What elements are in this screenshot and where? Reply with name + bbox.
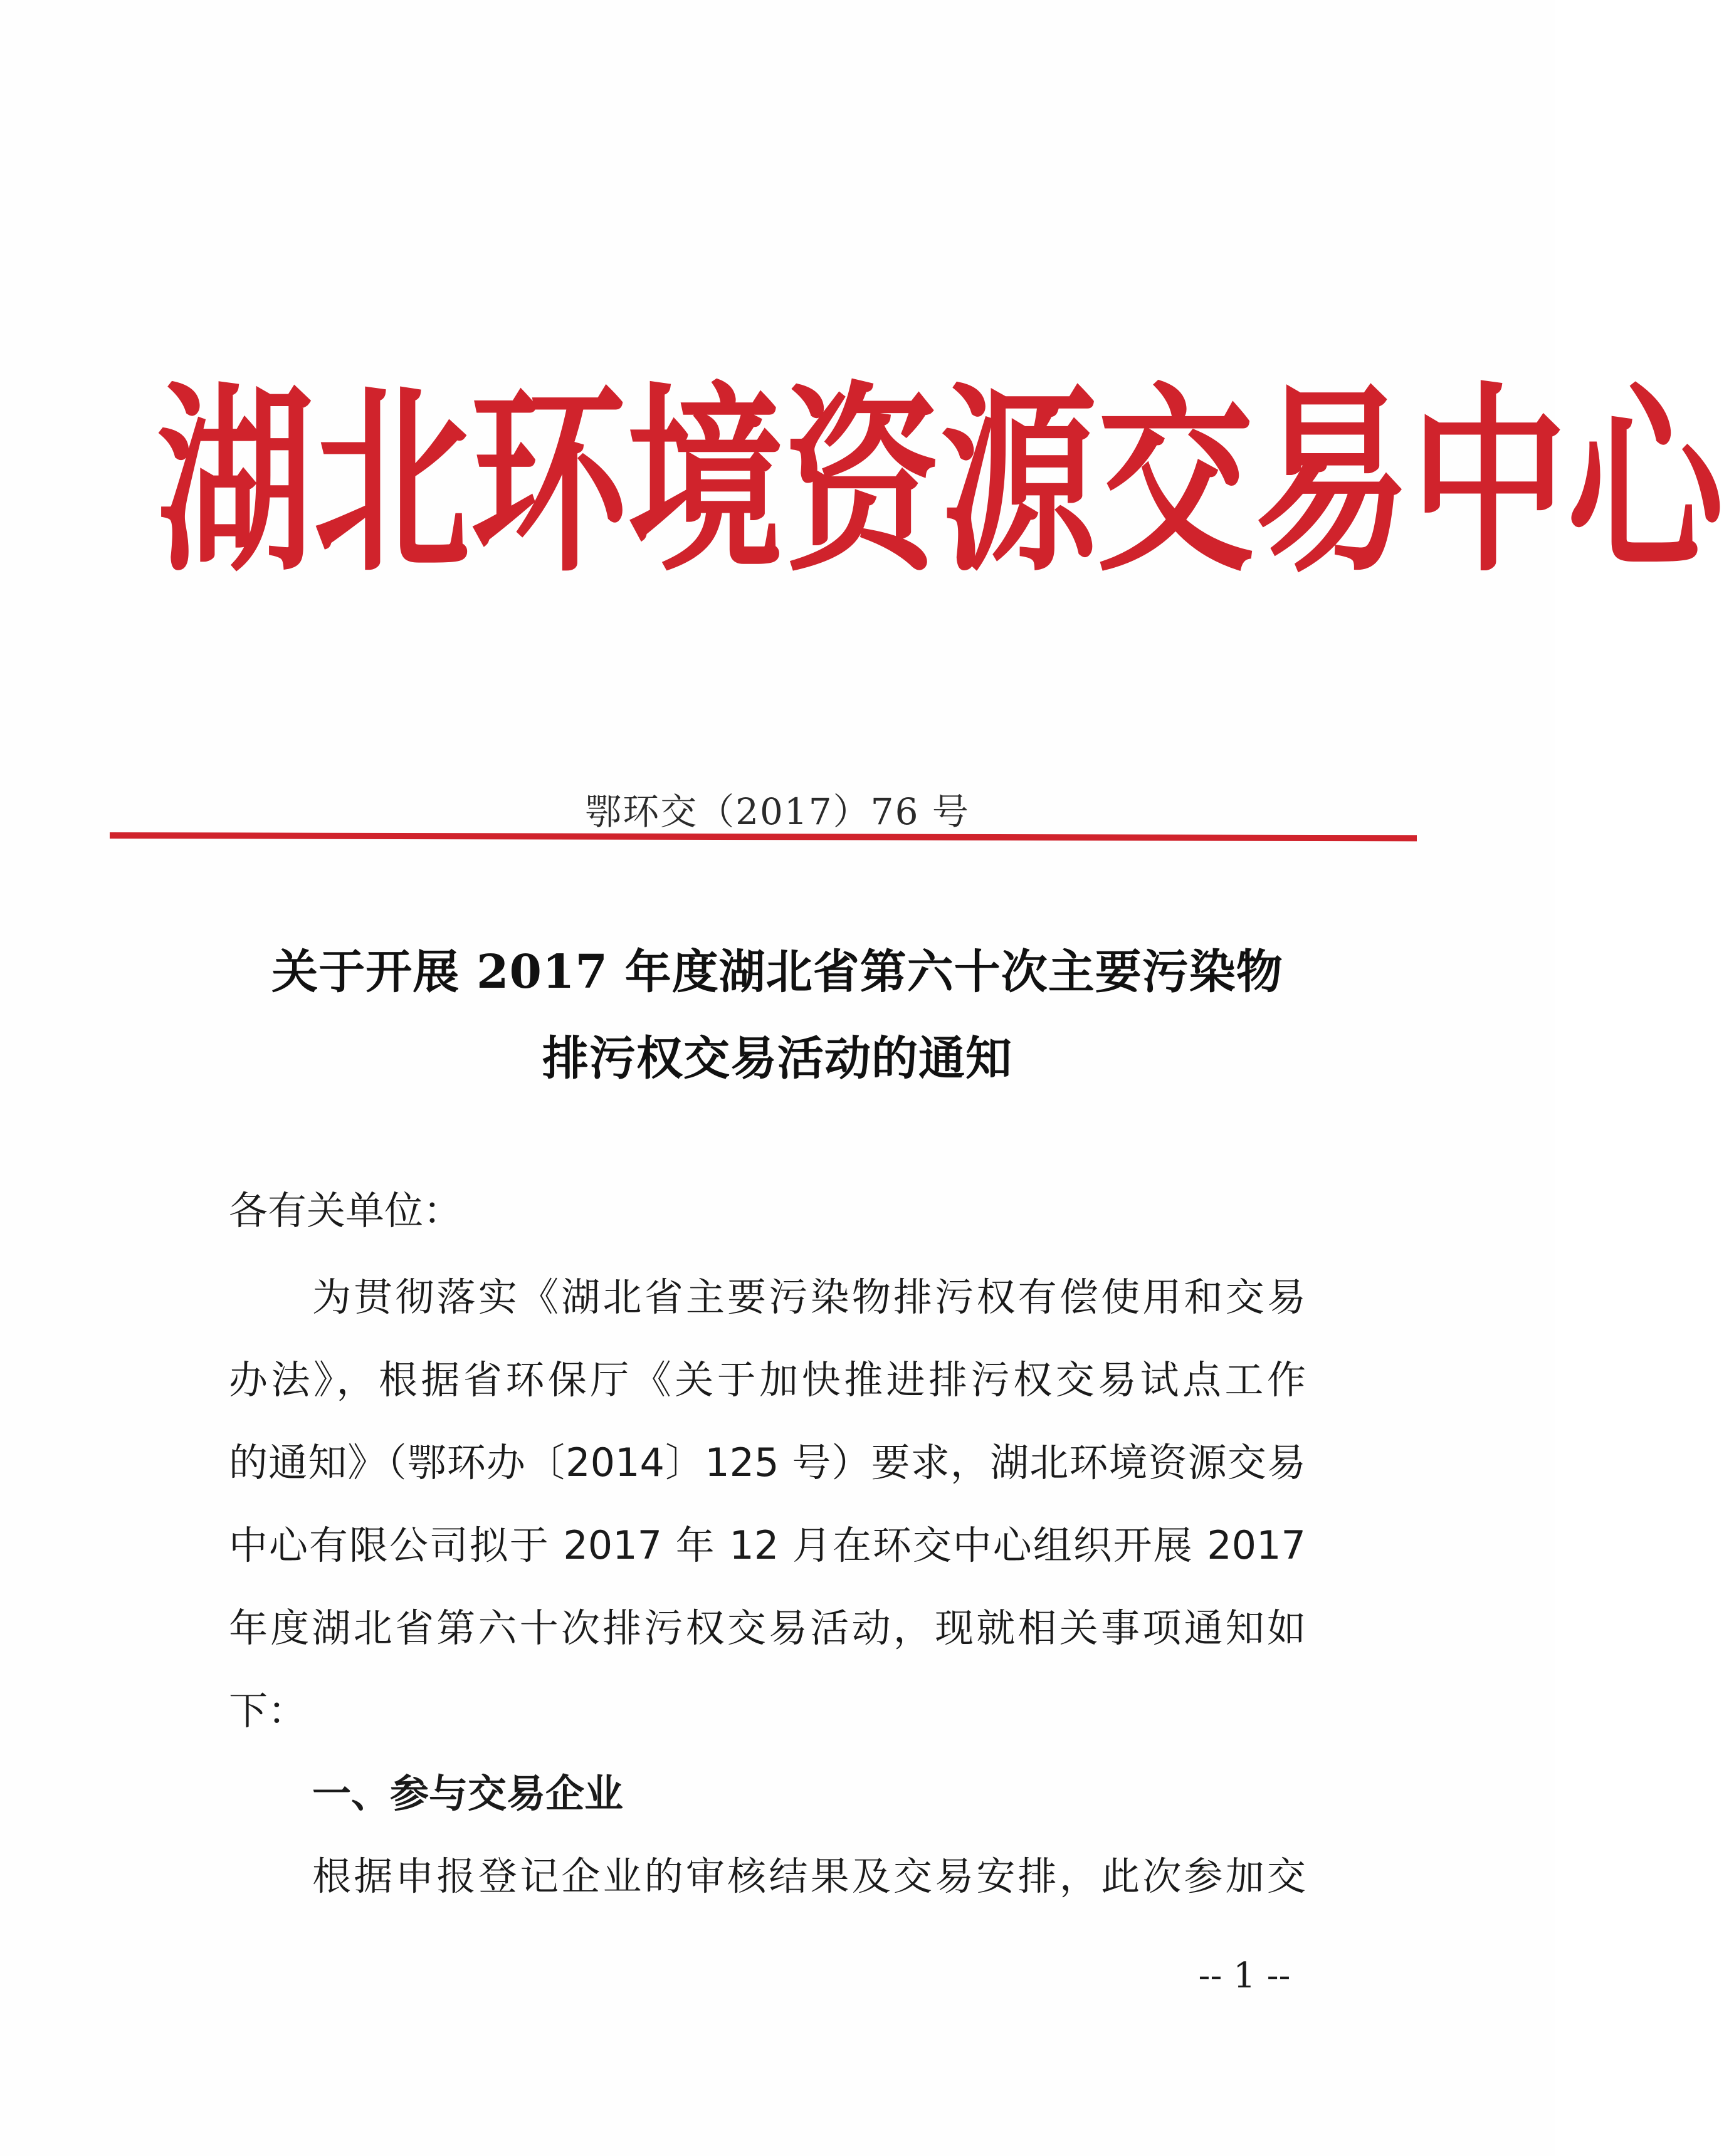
paragraph-line: 办法》，根据省环保厅《关于加快推进排污权交易试点工作: [229, 1357, 1306, 1403]
document-number: 鄂环交（2017）76 号: [585, 790, 970, 833]
masthead-char: 交: [1097, 365, 1254, 599]
paragraph-line: 根据申报登记企业的审核结果及交易安排，此次参加交: [312, 1853, 1306, 1899]
masthead-char: 易: [1254, 365, 1411, 599]
notice-title-line-2: 排污权交易活动的通知: [542, 1032, 1012, 1086]
masthead-char: 湖: [157, 365, 313, 599]
notice-title-line-1: 关于开展 2017 年度湖北省第六十次主要污染物: [271, 945, 1283, 999]
masthead-char: 心: [1567, 365, 1724, 599]
masthead-char: 北: [313, 365, 470, 599]
paragraph-line: 年度湖北省第六十次排污权交易活动，现就相关事项通知如: [229, 1605, 1306, 1651]
masthead-char: 源: [940, 365, 1097, 599]
masthead-char: 资: [784, 365, 940, 599]
salutation: 各有关单位：: [229, 1188, 463, 1233]
masthead-char: 中: [1411, 365, 1567, 599]
paragraph-line: 的通知》（鄂环办〔2014〕125 号）要求，湖北环境资源交易: [229, 1440, 1306, 1485]
paragraph-line: 下：: [229, 1688, 307, 1734]
section-heading: 一、参与交易企业: [312, 1771, 624, 1816]
masthead-char: 环: [470, 365, 627, 599]
paragraph-line: 为贯彻落实《湖北省主要污染物排污权有偿使用和交易: [312, 1274, 1306, 1320]
masthead: [157, 365, 1724, 599]
page-number: -- 1 --: [1198, 1955, 1291, 1996]
paragraph-line: 中心有限公司拟于 2017 年 12 月在环交中心组织开展 2017: [229, 1522, 1306, 1568]
masthead-char: 境: [627, 365, 784, 599]
